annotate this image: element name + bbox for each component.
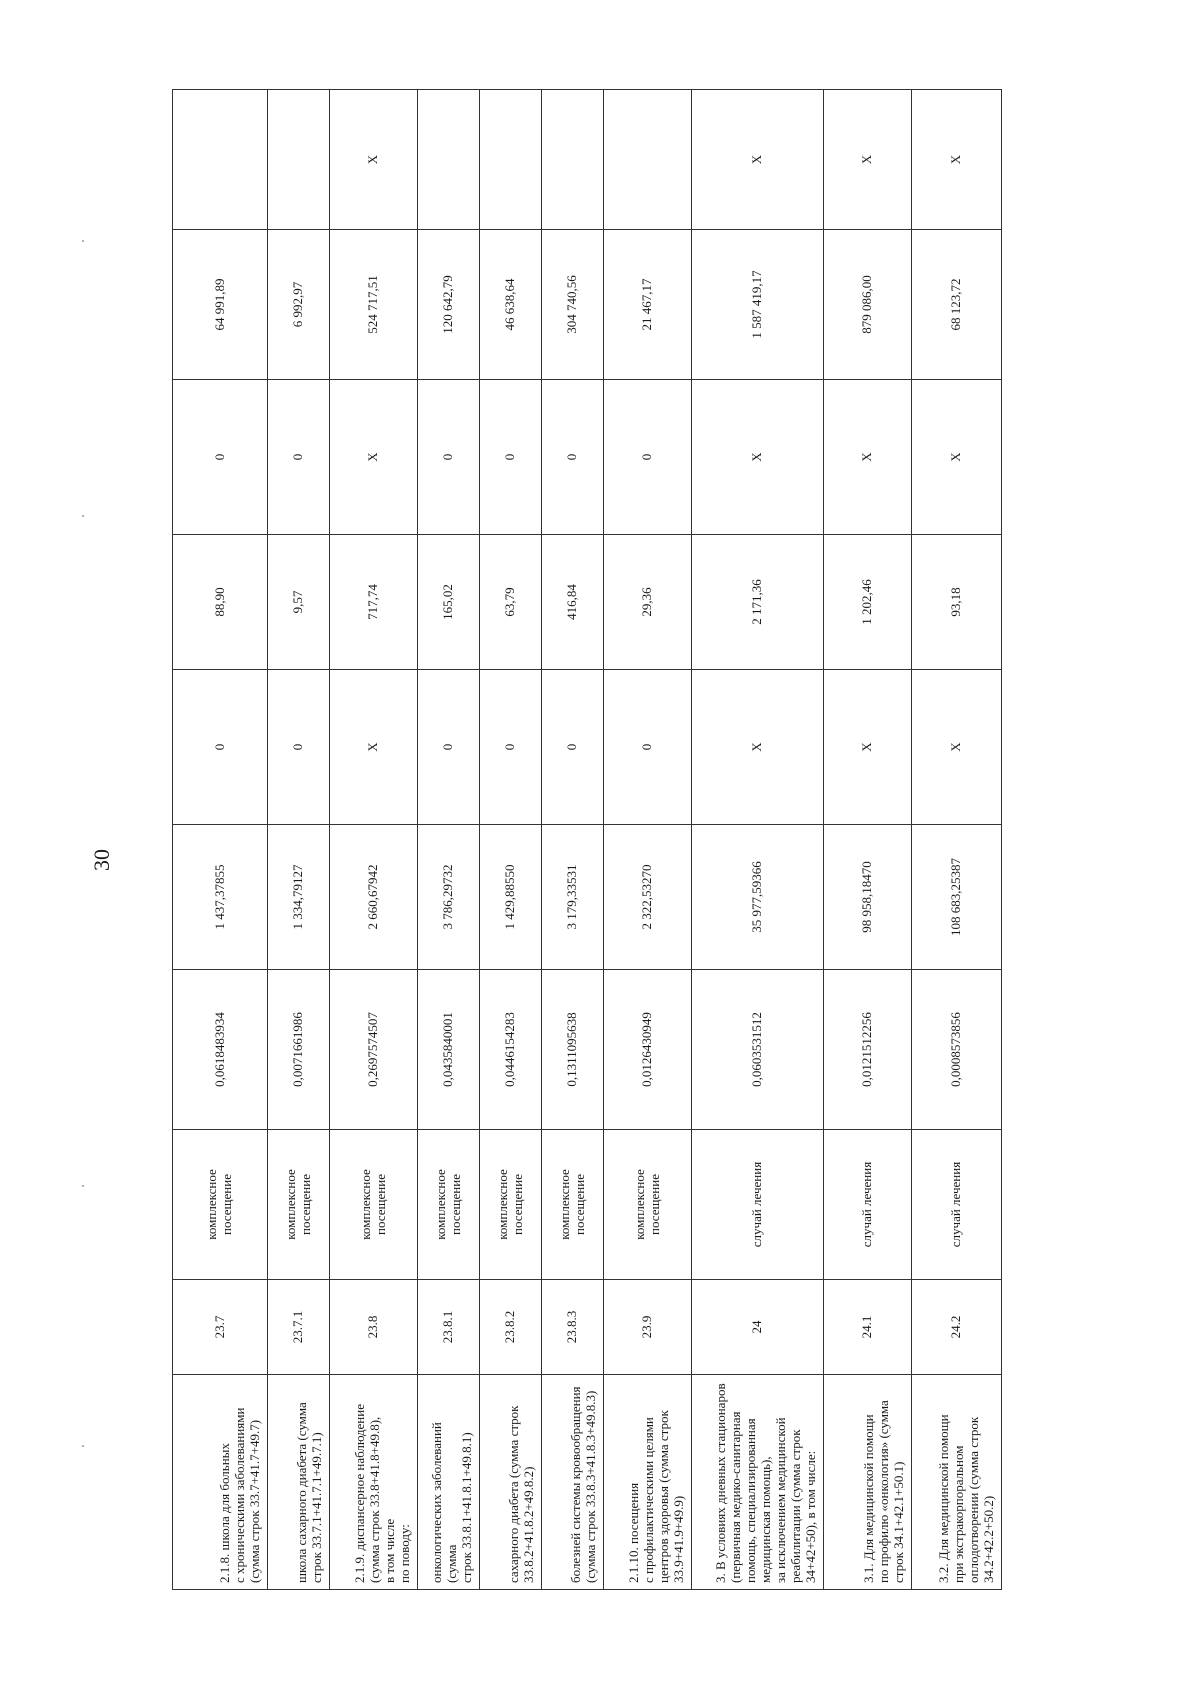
standard-cost-cell: 1 437,37855 [173,825,268,970]
row-number-cell: 23.9 [604,1280,692,1375]
row-number-cell: 23.7.1 [268,1280,330,1375]
oms-total-cell: 64 991,89 [173,230,268,380]
oms-per-capita-cell: 29,36 [604,535,692,670]
oms-total-cell: 304 740,56 [542,230,604,380]
budget-total-cell: 0 [418,380,480,535]
unit-cell: комплексное посещение [542,1130,604,1280]
oms-total-cell: 879 086,00 [824,230,912,380]
table-row [173,90,268,1590]
unit-cell: комплексное посещение [604,1130,692,1280]
budget-per-capita-cell: 0 [542,670,604,825]
standard-volume-cell: 0,0603531512 [692,970,824,1130]
budget-per-capita-cell: X [824,670,912,825]
row-name-cell: 2.1.8. школа для больных с хроническими заболеваниями (сумма строк 33.7+41.7+49.7) [173,1375,268,1590]
row-number-cell: 23.7 [173,1280,268,1375]
scan-speck [82,515,84,517]
unit-cell: случай лечения [912,1130,1002,1280]
row-name-cell: сахарного диабета (сумма строк 33.8.2+41.8.2+49.8.2) [480,1375,542,1590]
standard-cost-cell: 2 660,67942 [330,825,418,970]
oms-total-cell: 120 642,79 [418,230,480,380]
standard-cost-cell: 2 322,53270 [604,825,692,970]
page-number: 30 [89,849,114,871]
standard-volume-cell: 0,0435840001 [418,970,480,1130]
unit-cell: комплексное посещение [173,1130,268,1280]
share-cell [542,90,604,230]
table-row [542,90,604,1590]
table-row [912,90,1002,1590]
unit-cell: комплексное посещение [418,1130,480,1280]
rotated-table-wrapper [172,110,997,1590]
row-name-cell: 3.1. Для медицинской помощи по профилю «онкология» (сумма строк 34.1+42.1+50.1) [824,1375,912,1590]
row-number-cell: 24.1 [824,1280,912,1375]
unit-cell: случай лечения [692,1130,824,1280]
oms-per-capita-cell: 63,79 [480,535,542,670]
oms-total-cell: 1 587 419,17 [692,230,824,380]
budget-per-capita-cell: X [912,670,1002,825]
budget-per-capita-cell: 0 [173,670,268,825]
budget-per-capita-cell: 0 [604,670,692,825]
oms-total-cell: 68 123,72 [912,230,1002,380]
share-cell [268,90,330,230]
row-name-cell: 2.1.10. посещения с профилактическими целями центров здоровья (сумма строк 33.9+41.9+49.9) [604,1375,692,1590]
share-cell [480,90,542,230]
budget-per-capita-cell: 0 [418,670,480,825]
budget-total-cell: X [692,380,824,535]
row-number-cell: 23.8.3 [542,1280,604,1375]
standard-volume-cell: 0,0446154283 [480,970,542,1130]
budget-total-cell: 0 [173,380,268,535]
oms-per-capita-cell: 93,18 [912,535,1002,670]
share-cell [418,90,480,230]
budget-total-cell: 0 [480,380,542,535]
row-number-cell: 23.8 [330,1280,418,1375]
oms-per-capita-cell: 9,57 [268,535,330,670]
standard-cost-cell: 108 683,25387 [912,825,1002,970]
oms-total-cell: 6 992,97 [268,230,330,380]
standard-volume-cell: 0,1311095638 [542,970,604,1130]
oms-per-capita-cell: 2 171,36 [692,535,824,670]
standard-cost-cell: 1 334,79127 [268,825,330,970]
share-cell [604,90,692,230]
standard-volume-cell: 0,0618483934 [173,970,268,1130]
standard-cost-cell: 35 977,59366 [692,825,824,970]
table-row [824,90,912,1590]
scan-speck [82,1445,84,1447]
unit-cell: комплексное посещение [330,1130,418,1280]
row-number-cell: 24 [692,1280,824,1375]
oms-total-cell: 524 717,51 [330,230,418,380]
table-row [692,90,824,1590]
standard-volume-cell: 0,2697574507 [330,970,418,1130]
oms-total-cell: 21 467,17 [604,230,692,380]
budget-per-capita-cell: 0 [480,670,542,825]
tariff-table [172,89,1002,1590]
budget-total-cell: X [912,380,1002,535]
row-name-cell: 2.1.9. диспансерное наблюдение (сумма строк 33.8+41.8+49.8), в том числе по поводу: [330,1375,418,1590]
row-number-cell: 23.8.2 [480,1280,542,1375]
budget-per-capita-cell: 0 [268,670,330,825]
standard-volume-cell: 0,0008573856 [912,970,1002,1130]
row-name-cell: болезней системы кровообращения (сумма строк 33.8.3+41.8.3+49.8.3) [542,1375,604,1590]
standard-cost-cell: 3 179,33531 [542,825,604,970]
table-row [480,90,542,1590]
row-name-cell: 3.2. Для медицинской помощи при экстракорпоральном оплодотворении (сумма строк 34.2+42.2+50.2) [912,1375,1002,1590]
row-name-cell: 3. В условиях дневных стационаров (первичная медико-санитарная помощь, специализированная медицинская помощь), за исключением медицинской реабилитации (сумма строк 34+42+50), в том числе: [692,1375,824,1590]
budget-total-cell: 0 [542,380,604,535]
standard-cost-cell: 1 429,88550 [480,825,542,970]
oms-per-capita-cell: 717,74 [330,535,418,670]
table-row [604,90,692,1590]
scan-speck [82,1185,84,1187]
oms-per-capita-cell: 165,02 [418,535,480,670]
unit-cell: комплексное посещение [480,1130,542,1280]
table-row [418,90,480,1590]
table-row [268,90,330,1590]
row-number-cell: 23.8.1 [418,1280,480,1375]
standard-volume-cell: 0,0126430949 [604,970,692,1130]
share-cell: X [912,90,1002,230]
budget-total-cell: X [824,380,912,535]
budget-total-cell: X [330,380,418,535]
oms-per-capita-cell: 88,90 [173,535,268,670]
budget-per-capita-cell: X [692,670,824,825]
share-cell: X [824,90,912,230]
row-name-cell: школа сахарного диабета (сумма строк 33.7.1+41.7.1+49.7.1) [268,1375,330,1590]
share-cell: X [330,90,418,230]
oms-per-capita-cell: 1 202,46 [824,535,912,670]
standard-cost-cell: 3 786,29732 [418,825,480,970]
scan-speck [82,240,84,242]
budget-total-cell: 0 [268,380,330,535]
share-cell: X [692,90,824,230]
standard-volume-cell: 0,0121512256 [824,970,912,1130]
oms-total-cell: 46 638,64 [480,230,542,380]
row-number-cell: 24.2 [912,1280,1002,1375]
unit-cell: комплексное посещение [268,1130,330,1280]
budget-total-cell: 0 [604,380,692,535]
budget-per-capita-cell: X [330,670,418,825]
row-name-cell: онкологических заболеваний (сумма строк 33.8.1+41.8.1+49.8.1) [418,1375,480,1590]
standard-cost-cell: 98 958,18470 [824,825,912,970]
table-row [330,90,418,1590]
oms-per-capita-cell: 416,84 [542,535,604,670]
unit-cell: случай лечения [824,1130,912,1280]
share-cell [173,90,268,230]
standard-volume-cell: 0,0071661986 [268,970,330,1130]
